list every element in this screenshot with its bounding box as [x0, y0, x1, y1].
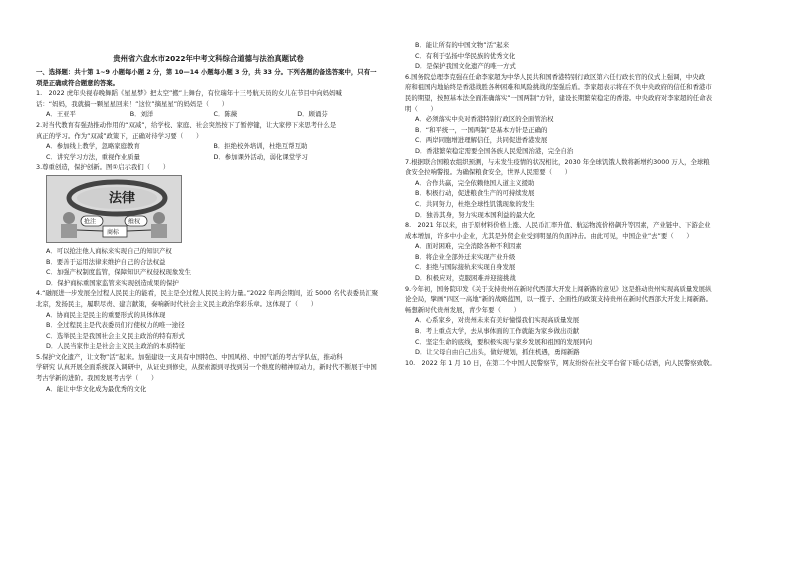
q8-option-c: C．拒绝与国际接轨来实现自身发展 [415, 263, 516, 272]
q8-option-b: B．将企业全部外迁来实现产业升级 [415, 252, 516, 261]
q2-stem-2: 真正的学习。作为”双减”政策下，正确对待学习要（ ） [36, 131, 203, 140]
q3-option-a: A．可以抢注他人商标来实现自己的知识产权 [46, 246, 172, 255]
q7-stem-1: 7.根据联合国粮农组织预测，与未发生疫情的状况相比，2030 年全球饥饿人数将新增约3000 万人，全球粮 [405, 157, 710, 166]
q9-stem-3: 畅想新时代贵州发展，青少年要（ ） [405, 305, 521, 314]
fig-right-label: 维权 [128, 218, 141, 226]
q7-option-d: D．独善其身，努力实现本国利益的最大化 [415, 210, 535, 219]
question-9 [405, 284, 765, 358]
q6-stem-1: 6.国务院总理李克强在任命李家超为中华人民共和国香港特别行政区第六任行政长官的仪式上强调，中央政 [405, 72, 706, 81]
q8-stem-2: 成本增加，许多中小企业，尤其是外贸企业受到明显的负面冲击。由此可见，中国企业”去”要（ ） [405, 231, 693, 240]
q2-options-row-1 [36, 141, 381, 152]
q6-stem-3: 民的期望，按照基本法全面准确落实”一国两制”方针，建设长期繁荣稳定的香港。中央政府对李家超的任命表 [405, 93, 712, 102]
q5-option-a: A．能让中华文化成为最优秀的文化 [46, 384, 147, 393]
exam-title: 贵州省六盘水市2022年中考文科综合道德与法治真题试卷 [113, 54, 304, 63]
q9-option-b: B．考上重点大学，去从事体面的工作就能为家乡做出贡献 [415, 327, 580, 336]
q2-option-d: D．参加课外活动，弱化课堂学习 [213, 152, 308, 161]
right-column [405, 40, 765, 368]
q10-stem: 10. 2022 年 1 月 10 日，在第二个中国人民警察节，网友纷纷在社交平台留下暖心话语，向人民警察致敬。 [405, 358, 716, 367]
q8-option-d: D．积极应对，克服困难并迎接挑战 [415, 274, 516, 283]
q9-stem-1: 9.今年初，国务院印发《关于支持贵州在新时代西部大开发上闯新路的意见》这是推动贵州实现高质量发展纵 [405, 284, 712, 293]
q6-option-c: C．两岸同胞增进理解信任，共同促进香港发展 [415, 136, 548, 145]
q1-option-c: C．陈薇 [213, 110, 238, 119]
q2-option-a: A．参加线上教学，忽略家庭教育 [46, 142, 140, 151]
q9-stem-2: 论全局，擘画”四区一高地”新的战略蓝图，以一揽子、全面性的政策支持贵州在新时代西部大开发上闯新路。 [405, 295, 712, 304]
q6-option-d: D．香港繁荣稳定需要全国各族人民爱国治港，完全自治 [415, 146, 574, 155]
q3-option-b: B．要善于运用法律来维护自己的合法权益 [46, 257, 166, 266]
q1-options [36, 109, 381, 120]
question-5 [36, 352, 381, 394]
q4-option-c: C．选举民主是我国社会主义民主政治的特有形式 [46, 331, 185, 340]
q1-stem-1: 1. 2022 虎年央视春晚舞蹈《星星梦》把太空”搬”上舞台，有位瑞年十三号航天员的女儿在节目中向妈妈喊 [36, 89, 342, 98]
q1-option-b: B．刘洋 [129, 110, 154, 119]
question-10 [405, 358, 765, 369]
q2-options-row-2 [36, 152, 381, 163]
q6-option-b: B．“和平统一，一国两制”是基本方针是正确的 [415, 125, 548, 134]
question-2 [36, 120, 381, 162]
fig-left-label: 抢注 [84, 218, 97, 226]
q6-option-a: A．必须落实中央对香港特别行政区的全面管治权 [415, 115, 554, 124]
q7-option-c: C．共同努力，杜绝全球性饥饿现象的发生 [415, 199, 535, 208]
q5-stem-2: 学研究 认真开展全面系统深入调研中，从证史到修史，从探索源到寻找到另一个维度的精神原动力，新时代不断展于中国考古学新的进阶。我国发展考古学（ ） [36, 363, 377, 383]
section-heading: 一、选择题：共十第 1~9 小题每小题 2 分，第 10—14 小题每小题 3 分，共 33 分。下列各题的备选答案中，只有一项是正确或符合题意的答案。 [36, 68, 377, 87]
left-column [36, 67, 381, 394]
q1-option-a: A．王亚平 [46, 110, 76, 119]
q4-option-b: B．全过程民主是代表委员们行使权力的唯一途径 [46, 321, 185, 330]
q2-option-c: C．讲究学习方法，重视作业质量 [46, 152, 140, 161]
q5-option-c: C．有利于弘扬中华民族的优秀文化 [415, 51, 516, 60]
question-8 [405, 220, 765, 284]
question-1 [36, 88, 381, 120]
q3-option-d: D．保护商标重国家监管来实现创造成果的保护 [46, 278, 179, 287]
q9-option-a: A．心系家乡，对贵州未来有美好憧憬我们实现高质量发展 [415, 316, 580, 325]
q9-option-c: C．坚定生命的底线，要积极实现与家乡发展和祖国的发展同向 [415, 337, 593, 346]
q3-stem: 3.尊重创造，保护创新。图①启示我们（ ） [36, 163, 170, 172]
question-6 [405, 72, 765, 157]
q7-stem-2: 食安全拉响警报。为确保粮食安全，世界人民需要（ ） [405, 168, 572, 177]
q5-option-d: D．是保护我国文化遗产的唯一方式 [415, 62, 516, 71]
q6-stem-2: 府和祖国内地始终是香港战胜各种困难和风险挑战的坚强后盾。李家超表示将在不负中央政府的信任和香港市 [405, 83, 712, 92]
q7-option-a: A．合作共赢，完全依赖他国人道主义援助 [415, 178, 535, 187]
question-7 [405, 157, 765, 221]
q1-option-d: D．顾诵芬 [297, 110, 328, 119]
q2-stem-1: 2.对当代教育有强劲推动作用的“双减”，给学校、家庭、社会突然按下了暂停键，让大家停下来思考什么是 [36, 120, 337, 129]
q8-stem-1: 8. 2021 年以来，由于原材料价格上涨、人民币汇率升值、航运物流价格飙升等因素，产业链中、下游企业 [405, 221, 711, 230]
q3-option-c: C．加强产权制度监管，保障知识产权侵权现象发生 [46, 268, 192, 277]
q5-option-b: B．能让所有的中国文物”活”起来 [415, 41, 510, 49]
q4-stem-2: 北京，发扬民主，履职尽责、建言献策，奏响新时代社会主义民主政治华彩乐章。这体现了（ ） [36, 299, 318, 308]
q7-option-b: B．积极行动，促进粮食生产的可持续发展 [415, 189, 535, 198]
q3-cartoon-figure [46, 175, 182, 243]
q8-option-a: A．面对困难，完全消除各种不利因素 [415, 242, 522, 251]
question-3 [36, 162, 381, 288]
question-4 [36, 288, 381, 352]
q4-option-d: D．人民当家作主是社会主义民主政治的本质特征 [46, 342, 186, 351]
fig-mid-label: 商标 [107, 228, 120, 236]
q4-option-a: A．协商民主是民主的重要形式的具体体现 [46, 310, 166, 319]
q4-stem-1: 4.“融展进一步发展全过程人民民主的能看，民主是全过程人民民主的力量。”2022 年两会期间，近 5000 名代表委员汇聚 [36, 289, 379, 298]
q1-stem-2: 话：“妈妈，我就搞一颗星星回来！”这位”摘星星”的妈妈是（ ） [36, 99, 229, 108]
cartoon-illustration [47, 176, 181, 242]
q2-option-b: B．拒绝校外培训，杜绝互帮互助 [213, 142, 308, 151]
q9-option-d: D．让父母自由自己出头，做好规划，抓住机遇，勇闯新路 [415, 348, 580, 357]
fig-law-text: 法律 [109, 190, 136, 206]
q6-stem-4: 明（ ） [405, 104, 437, 113]
q5-stem-1: 5.保护文化遗产，让文物”活”起来。加强建设一支具有中国特色、中国风格、中国气派的考古学队伍，推动科 [36, 352, 343, 361]
